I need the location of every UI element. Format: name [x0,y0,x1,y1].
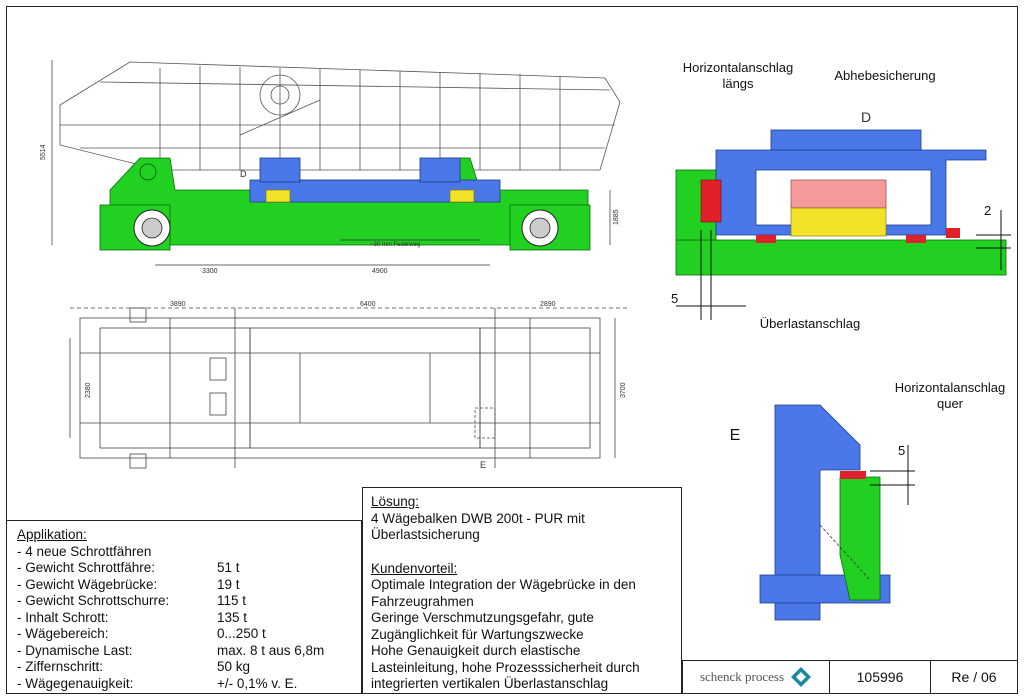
solution-title: Lösung: [371,494,420,509]
benefit-line: Hohe Genauigkeit durch elastische [371,643,581,658]
application-value: 50 kg [217,659,251,674]
application-row [17,610,351,627]
application-row [17,544,351,561]
application-value: 51 t [217,560,240,575]
label-abhebesicherung: Abhebesicherung [834,68,936,83]
dim-2-vertical: 2 [984,203,992,218]
dim-6400: 6400 [360,301,376,308]
dim-4900: 4900 [372,268,388,275]
detail-e-drawing [720,405,920,620]
application-panel [6,520,362,694]
benefit-line: integrierten vertikalen Überlastanschlag [371,676,609,691]
benefit-line: Optimale Integration der Wägebrücke in den [371,577,636,592]
application-key: - Ziffernschritt: [17,659,104,674]
dim-5514: 5514 [40,144,47,160]
application-title: Applikation: [17,527,87,542]
application-value: max. 8 t aus 6,8m [217,642,325,658]
schenck-process-logo-text: schenck process [699,669,785,684]
label-plan-e: E [480,460,487,470]
dim-1885: 1885 [613,209,620,225]
application-value: 135 t [217,609,248,625]
application-key: - Wägebereich: [17,626,109,641]
benefit-line: Lasteinleitung, hohe Prozesssicherheit durch [371,659,640,675]
detail-e-letter: E [729,427,741,444]
application-value: 19 t [217,576,240,592]
application-key: - 4 neue Schrottfähren [17,543,152,559]
plan-view-drawing [70,298,630,478]
application-row [17,643,351,660]
benefit-line: Fahrzeugrahmen [371,593,474,609]
solution-line-1: 4 Wägebalken DWB 200t - PUR mit [371,510,585,526]
benefit-line: Geringe Verschmutzungsgefahr, gute [371,610,594,625]
application-row [17,560,351,577]
application-value: 115 t [217,593,247,608]
benefit-list [371,577,673,693]
dim-2890: 2890 [540,301,556,308]
application-row [17,593,351,610]
application-key: - Wägegenauigkeit: [17,675,134,691]
solution-panel [362,487,682,694]
detail-e-frame [760,405,890,620]
dim-3300: 3300 [202,268,218,275]
dim-federweg: ~30 mm Federweg [370,242,421,248]
detail-d-drawing [671,109,1016,320]
application-key: - Gewicht Wägebrücke: [17,576,158,592]
label-horizontalanschlag-quer: Horizontalanschlag quer [894,380,1006,411]
side-view-drawing [40,40,640,290]
schenck-process-logo-icon [790,666,812,688]
dim-3700: 3700 [620,382,627,398]
vehicle-frame-side [100,158,590,250]
detail-d-frame [676,130,1006,275]
dim-2380: 2380 [85,382,92,398]
scrap-chute [60,62,620,170]
application-row [17,676,351,693]
application-key: - Dynamische Last: [17,642,133,658]
dim-3890: 3890 [170,301,186,308]
application-value: 0...250 t [217,626,266,641]
application-key: - Inhalt Schrott: [17,609,109,625]
detail-d-letter: D [861,109,872,125]
application-row [17,659,351,676]
logo-cell [682,660,830,694]
solution-line-2: Überlastsicherung [371,527,480,542]
revision: Re / 06 [930,660,1018,694]
dim-5-vertical: 5 [898,443,906,458]
dim-5-horizontal: 5 [671,291,679,306]
application-row [17,626,351,643]
label-horizontalanschlag-laengs: Horizontalanschlag längs [682,60,794,91]
application-key: - Gewicht Schrottschurre: [17,593,170,608]
application-value: +/- 0,1% v. E. [217,675,298,691]
drawing-number: 105996 [829,660,931,694]
label-side-d: D [240,169,247,179]
application-key: - Gewicht Schrottfähre: [17,560,156,575]
label-ueberlastanschlag: Überlastanschlag [759,316,861,331]
benefit-line: Zugänglichkeit für Wartungszwecke [371,626,584,642]
application-list [17,544,351,693]
benefit-title: Kundenvorteil: [371,560,458,576]
application-row [17,577,351,594]
